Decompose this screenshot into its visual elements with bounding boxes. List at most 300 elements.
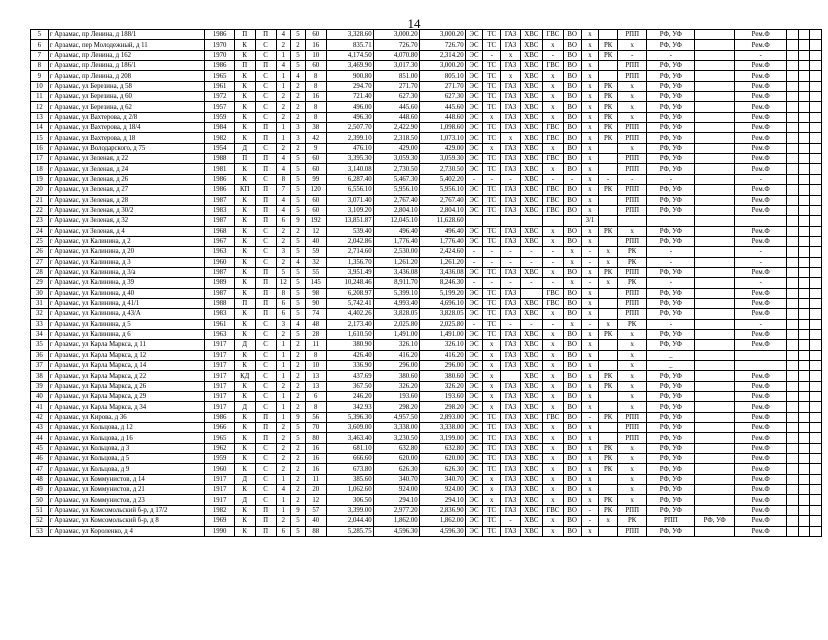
- table-cell: 2: [276, 423, 291, 433]
- table-cell: РФ, УФ: [647, 164, 695, 174]
- table-cell: [810, 154, 822, 164]
- table-cell: К: [234, 216, 255, 226]
- table-cell: -: [542, 50, 563, 60]
- table-cell: С: [255, 371, 276, 381]
- table-cell: ВО: [563, 423, 581, 433]
- table-cell: [787, 102, 798, 112]
- table-cell: [787, 309, 798, 319]
- table-cell: 448.60: [419, 112, 465, 122]
- table-cell: 620.00: [373, 454, 419, 464]
- table-cell: 2,173.40: [326, 319, 373, 329]
- table-row: [31, 443, 822, 453]
- table-cell: ЭС: [465, 392, 483, 402]
- table-cell: -: [465, 257, 483, 267]
- table-cell: г Арзамас, ул Карла Маркса, д 26: [48, 381, 205, 391]
- table-row: [31, 340, 822, 350]
- table-cell: 1917: [205, 474, 234, 484]
- table-cell: ГАЗ: [501, 164, 521, 174]
- table-row: [31, 123, 822, 133]
- table-cell: [787, 526, 798, 536]
- table-cell: [798, 288, 809, 298]
- table-cell: К: [234, 392, 255, 402]
- table-cell: [810, 495, 822, 505]
- table-cell: 74: [305, 309, 326, 319]
- table-cell: 1,261.20: [419, 257, 465, 267]
- table-cell: 296.00: [419, 361, 465, 371]
- table-cell: ВО: [563, 350, 581, 360]
- table-cell: Рем.Ф: [735, 474, 787, 484]
- table-cell: 1967: [205, 236, 234, 246]
- table-cell: 3,338.00: [419, 423, 465, 433]
- table-cell: 1917: [205, 340, 234, 350]
- table-cell: ВО: [563, 526, 581, 536]
- table-cell: 336.90: [326, 361, 373, 371]
- table-cell: [798, 278, 809, 288]
- table-cell: 5: [291, 278, 306, 288]
- table-cell: ГВС: [542, 505, 563, 515]
- table-cell: 3,463.40: [326, 433, 373, 443]
- table-cell: 1917: [205, 381, 234, 391]
- table-cell: С: [255, 40, 276, 50]
- table-cell: 2: [291, 340, 306, 350]
- table-cell: 1987: [205, 195, 234, 205]
- table-cell: -: [542, 319, 563, 329]
- table-row: [31, 81, 822, 91]
- table-cell: ГАЗ: [501, 392, 521, 402]
- table-cell: 5: [291, 50, 306, 60]
- table-cell: 14: [31, 123, 49, 133]
- table-cell: х: [599, 257, 618, 267]
- table-cell: [599, 340, 618, 350]
- table-cell: г Арзамас, ул Зеленая, д 4: [48, 226, 205, 236]
- table-cell: ВО: [563, 236, 581, 246]
- table-cell: -: [501, 257, 521, 267]
- table-cell: г Арзамас, ул Вахтерова, д 2/8: [48, 112, 205, 122]
- table-cell: [798, 433, 809, 443]
- table-cell: 9: [291, 412, 306, 422]
- table-cell: [787, 402, 798, 412]
- table-cell: 924.00: [373, 485, 419, 495]
- table-cell: 1,491.00: [419, 329, 465, 339]
- table-cell: ЭС: [465, 526, 483, 536]
- table-cell: 41: [31, 402, 49, 412]
- table-cell: [695, 164, 735, 174]
- table-cell: 16: [31, 143, 49, 153]
- table-cell: С: [255, 236, 276, 246]
- table-row: [31, 236, 822, 246]
- table-cell: ВО: [563, 30, 581, 40]
- table-cell: х: [581, 288, 599, 298]
- table-cell: П: [255, 61, 276, 71]
- table-cell: [810, 164, 822, 174]
- table-cell: К: [234, 485, 255, 495]
- table-cell: РФ, УФ: [647, 392, 695, 402]
- table-cell: ЭС: [465, 474, 483, 484]
- table-cell: г Арзамас, ул Комсомольский б-р, д 8: [48, 516, 205, 526]
- table-cell: [798, 164, 809, 174]
- table-cell: 35: [31, 340, 49, 350]
- table-cell: 5: [291, 298, 306, 308]
- table-cell: 3,230.50: [373, 433, 419, 443]
- table-cell: 2,530.00: [373, 247, 419, 257]
- table-cell: [695, 505, 735, 515]
- table-cell: [810, 205, 822, 215]
- table-cell: [695, 154, 735, 164]
- table-cell: П: [255, 123, 276, 133]
- table-body: [31, 30, 822, 537]
- table-cell: 16: [305, 464, 326, 474]
- table-cell: РПП: [618, 61, 647, 71]
- table-cell: 3,951.49: [326, 267, 373, 277]
- table-cell: [810, 485, 822, 495]
- table-cell: 46: [31, 454, 49, 464]
- table-cell: 726.70: [373, 40, 419, 50]
- table-cell: ВО: [563, 226, 581, 236]
- table-cell: 3,140.08: [326, 164, 373, 174]
- table-cell: -: [735, 278, 787, 288]
- table-cell: 8: [305, 402, 326, 412]
- table-cell: х: [618, 485, 647, 495]
- table-cell: 1: [276, 402, 291, 412]
- table-cell: РПП: [618, 505, 647, 515]
- table-cell: х: [581, 71, 599, 81]
- table-cell: ВО: [563, 381, 581, 391]
- table-cell: ГАЗ: [501, 298, 521, 308]
- table-cell: -: [520, 278, 542, 288]
- table-cell: С: [255, 50, 276, 60]
- table-cell: 33: [31, 319, 49, 329]
- table-cell: 2,767.40: [373, 195, 419, 205]
- table-row: [31, 92, 822, 102]
- table-cell: ВО: [563, 474, 581, 484]
- table-cell: РПП: [618, 298, 647, 308]
- table-cell: ЭС: [465, 350, 483, 360]
- table-cell: ГВС: [542, 195, 563, 205]
- table-cell: 3,000.20: [373, 30, 419, 40]
- table-cell: 49: [31, 485, 49, 495]
- table-cell: ТС: [483, 154, 501, 164]
- table-cell: 1968: [205, 226, 234, 236]
- table-cell: К: [234, 381, 255, 391]
- table-cell: г Арзамас, ул Березина, д 60: [48, 92, 205, 102]
- table-cell: 1917: [205, 402, 234, 412]
- table-cell: 2: [276, 226, 291, 236]
- table-cell: [695, 102, 735, 112]
- table-cell: [735, 361, 787, 371]
- table-cell: [787, 236, 798, 246]
- table-cell: С: [255, 247, 276, 257]
- table-cell: х: [542, 443, 563, 453]
- table-cell: г Арзамас, ул Зеленая, д 24: [48, 164, 205, 174]
- table-cell: 6,287.40: [326, 174, 373, 184]
- table-cell: 1,098.60: [419, 123, 465, 133]
- table-cell: [695, 350, 735, 360]
- table-cell: К: [234, 319, 255, 329]
- table-cell: РФ, УФ: [695, 516, 735, 526]
- table-cell: 3,399.00: [326, 505, 373, 515]
- table-cell: Рем.Ф: [735, 143, 787, 153]
- table-cell: ЭС: [465, 226, 483, 236]
- table-cell: 37: [31, 361, 49, 371]
- table-cell: х: [563, 278, 581, 288]
- table-cell: РФ, УФ: [647, 185, 695, 195]
- table-cell: 16: [305, 92, 326, 102]
- table-cell: 29: [31, 278, 49, 288]
- table-cell: 1989: [205, 278, 234, 288]
- table-cell: Рем.Ф: [735, 154, 787, 164]
- table-cell: г Арзамас, ул Кольцова, д 12: [48, 423, 205, 433]
- table-cell: х: [581, 164, 599, 174]
- table-cell: х: [581, 30, 599, 40]
- table-cell: х: [542, 474, 563, 484]
- table-cell: [798, 185, 809, 195]
- table-row: [31, 505, 822, 515]
- table-cell: ГАЗ: [501, 154, 521, 164]
- table-cell: ЭС: [465, 30, 483, 40]
- table-cell: ХВС: [520, 40, 542, 50]
- table-cell: Рем.Ф: [735, 412, 787, 422]
- table-cell: РПП: [618, 123, 647, 133]
- table-cell: 6: [31, 40, 49, 50]
- table-cell: 6: [276, 526, 291, 536]
- table-cell: ХВС: [520, 505, 542, 515]
- table-cell: РФ, УФ: [647, 40, 695, 50]
- table-cell: ХВС: [520, 495, 542, 505]
- table-cell: [810, 195, 822, 205]
- table-cell: х: [581, 433, 599, 443]
- table-row: [31, 288, 822, 298]
- table-cell: х: [563, 257, 581, 267]
- table-cell: ЭС: [465, 402, 483, 412]
- table-cell: 3,109.20: [326, 205, 373, 215]
- table-cell: 294.10: [419, 495, 465, 505]
- table-cell: ТС: [483, 412, 501, 422]
- table-cell: П: [255, 216, 276, 226]
- table-cell: [798, 123, 809, 133]
- table-cell: [787, 454, 798, 464]
- table-cell: ГАЗ: [501, 30, 521, 40]
- table-cell: ХВС: [520, 423, 542, 433]
- table-cell: К: [234, 412, 255, 422]
- table-cell: -: [647, 50, 695, 60]
- table-row: [31, 298, 822, 308]
- table-cell: -: [542, 278, 563, 288]
- table-cell: х: [483, 371, 501, 381]
- table-cell: 47: [31, 464, 49, 474]
- table-cell: [695, 205, 735, 215]
- table-row: [31, 392, 822, 402]
- table-cell: 246.20: [326, 392, 373, 402]
- table-cell: 1,776.40: [419, 236, 465, 246]
- table-cell: ВО: [563, 340, 581, 350]
- table-cell: ВО: [563, 288, 581, 298]
- table-cell: 340.70: [373, 474, 419, 484]
- table-cell: 4: [276, 154, 291, 164]
- table-cell: ГАЗ: [501, 81, 521, 91]
- table-cell: ЭС: [465, 92, 483, 102]
- table-cell: 2: [291, 226, 306, 236]
- table-cell: -: [581, 516, 599, 526]
- table-cell: [599, 350, 618, 360]
- table-cell: х: [581, 309, 599, 319]
- housing-register-table: [30, 29, 822, 537]
- table-cell: ЭС: [465, 516, 483, 526]
- table-cell: 4: [276, 485, 291, 495]
- table-cell: 2: [276, 257, 291, 267]
- table-cell: С: [255, 402, 276, 412]
- table-cell: С: [255, 495, 276, 505]
- table-cell: ТС: [483, 443, 501, 453]
- table-cell: г Арзамас, ул Вахтерова, д 18: [48, 133, 205, 143]
- table-cell: К: [234, 267, 255, 277]
- table-cell: К: [234, 516, 255, 526]
- table-cell: ГВС: [542, 123, 563, 133]
- table-cell: 2,730.50: [373, 164, 419, 174]
- table-cell: х: [581, 298, 599, 308]
- table-cell: 2: [291, 495, 306, 505]
- table-cell: ГАЗ: [501, 443, 521, 453]
- table-cell: х: [483, 340, 501, 350]
- table-cell: К: [234, 454, 255, 464]
- table-cell: [787, 112, 798, 122]
- table-cell: ЭС: [465, 143, 483, 153]
- table-cell: г Арзамас, ул Калинина, д 41/1: [48, 298, 205, 308]
- table-cell: [798, 92, 809, 102]
- table-cell: [695, 81, 735, 91]
- table-cell: С: [255, 454, 276, 464]
- table-cell: х: [581, 381, 599, 391]
- table-cell: ЭС: [465, 288, 483, 298]
- table-cell: -: [465, 319, 483, 329]
- table-cell: ТС: [483, 288, 501, 298]
- table-cell: [787, 164, 798, 174]
- table-cell: РК: [599, 50, 618, 60]
- table-cell: 60: [305, 164, 326, 174]
- table-cell: РК: [599, 112, 618, 122]
- table-cell: х: [618, 402, 647, 412]
- table-cell: 496.00: [326, 102, 373, 112]
- table-cell: ВО: [563, 112, 581, 122]
- table-cell: х: [618, 340, 647, 350]
- table-cell: Рем.Ф: [735, 392, 787, 402]
- table-cell: 1,356.70: [326, 257, 373, 267]
- table-cell: К: [234, 50, 255, 60]
- table-cell: 10,248.46: [326, 278, 373, 288]
- table-cell: 3/1: [581, 216, 599, 226]
- table-cell: 2: [276, 516, 291, 526]
- table-cell: 1954: [205, 143, 234, 153]
- table-cell: РФ, УФ: [647, 30, 695, 40]
- table-cell: х: [542, 267, 563, 277]
- table-cell: 632.80: [419, 443, 465, 453]
- table-cell: ТС: [483, 133, 501, 143]
- table-cell: ЭС: [465, 454, 483, 464]
- table-cell: РК: [618, 278, 647, 288]
- table-cell: 192: [305, 216, 326, 226]
- table-cell: К: [234, 236, 255, 246]
- table-cell: [695, 195, 735, 205]
- table-cell: 681.10: [326, 443, 373, 453]
- table-cell: 4: [276, 195, 291, 205]
- table-cell: 5: [291, 236, 306, 246]
- table-cell: 45: [31, 443, 49, 453]
- table-cell: [599, 205, 618, 215]
- table-cell: 12: [276, 278, 291, 288]
- table-cell: ВО: [563, 329, 581, 339]
- table-cell: г Арзамас, ул Зеленая, д 26: [48, 174, 205, 184]
- table-cell: 10: [305, 50, 326, 60]
- table-cell: ГАЗ: [501, 412, 521, 422]
- table-cell: 31: [31, 298, 49, 308]
- table-cell: 5: [291, 526, 306, 536]
- table-cell: [810, 381, 822, 391]
- table-cell: ГАЗ: [501, 185, 521, 195]
- table-cell: 60: [305, 154, 326, 164]
- table-cell: ХВС: [520, 143, 542, 153]
- table-cell: _: [647, 361, 695, 371]
- table-cell: 9: [291, 505, 306, 515]
- table-cell: 4,174.50: [326, 50, 373, 60]
- table-cell: [810, 371, 822, 381]
- table-cell: 2,025.80: [373, 319, 419, 329]
- table-cell: ХВС: [520, 164, 542, 174]
- table-cell: [787, 298, 798, 308]
- table-cell: [599, 392, 618, 402]
- table-cell: ХВС: [520, 474, 542, 484]
- table-cell: х: [581, 185, 599, 195]
- table-cell: 3: [291, 123, 306, 133]
- table-cell: 429.00: [419, 143, 465, 153]
- table-cell: 5,956.10: [373, 185, 419, 195]
- table-cell: Рем.Ф: [735, 526, 787, 536]
- table-cell: ТС: [483, 71, 501, 81]
- table-cell: ВО: [563, 516, 581, 526]
- table-cell: РФ, УФ: [647, 288, 695, 298]
- table-cell: 28: [305, 329, 326, 339]
- table-cell: ВО: [563, 185, 581, 195]
- table-cell: 5: [291, 195, 306, 205]
- table-cell: [695, 402, 735, 412]
- table-cell: [599, 402, 618, 412]
- table-cell: г Арзамас, ул Зеленая, д 28: [48, 195, 205, 205]
- table-cell: х: [581, 195, 599, 205]
- table-cell: [787, 433, 798, 443]
- table-cell: [810, 361, 822, 371]
- table-cell: г Арзамас, ул Калинина, д 5: [48, 319, 205, 329]
- table-cell: ГВС: [542, 30, 563, 40]
- table-cell: г Арзамас, ул Володарского, д 75: [48, 143, 205, 153]
- table-cell: [810, 267, 822, 277]
- table-cell: [787, 92, 798, 102]
- table-cell: С: [255, 174, 276, 184]
- table-cell: ГАЗ: [501, 350, 521, 360]
- table-cell: [810, 81, 822, 91]
- table-cell: -: [542, 174, 563, 184]
- table-cell: [695, 329, 735, 339]
- table-cell: г Арзамас, ул Калинина, д 40: [48, 288, 205, 298]
- table-cell: РПП: [647, 516, 695, 526]
- table-cell: С: [255, 226, 276, 236]
- table-cell: РК: [618, 319, 647, 329]
- table-row: [31, 40, 822, 50]
- table-cell: ЭС: [465, 381, 483, 391]
- table-cell: ТС: [483, 329, 501, 339]
- table-cell: К: [234, 205, 255, 215]
- table-cell: [798, 464, 809, 474]
- table-cell: [810, 423, 822, 433]
- table-cell: РПП: [618, 423, 647, 433]
- table-cell: 1,062.60: [326, 485, 373, 495]
